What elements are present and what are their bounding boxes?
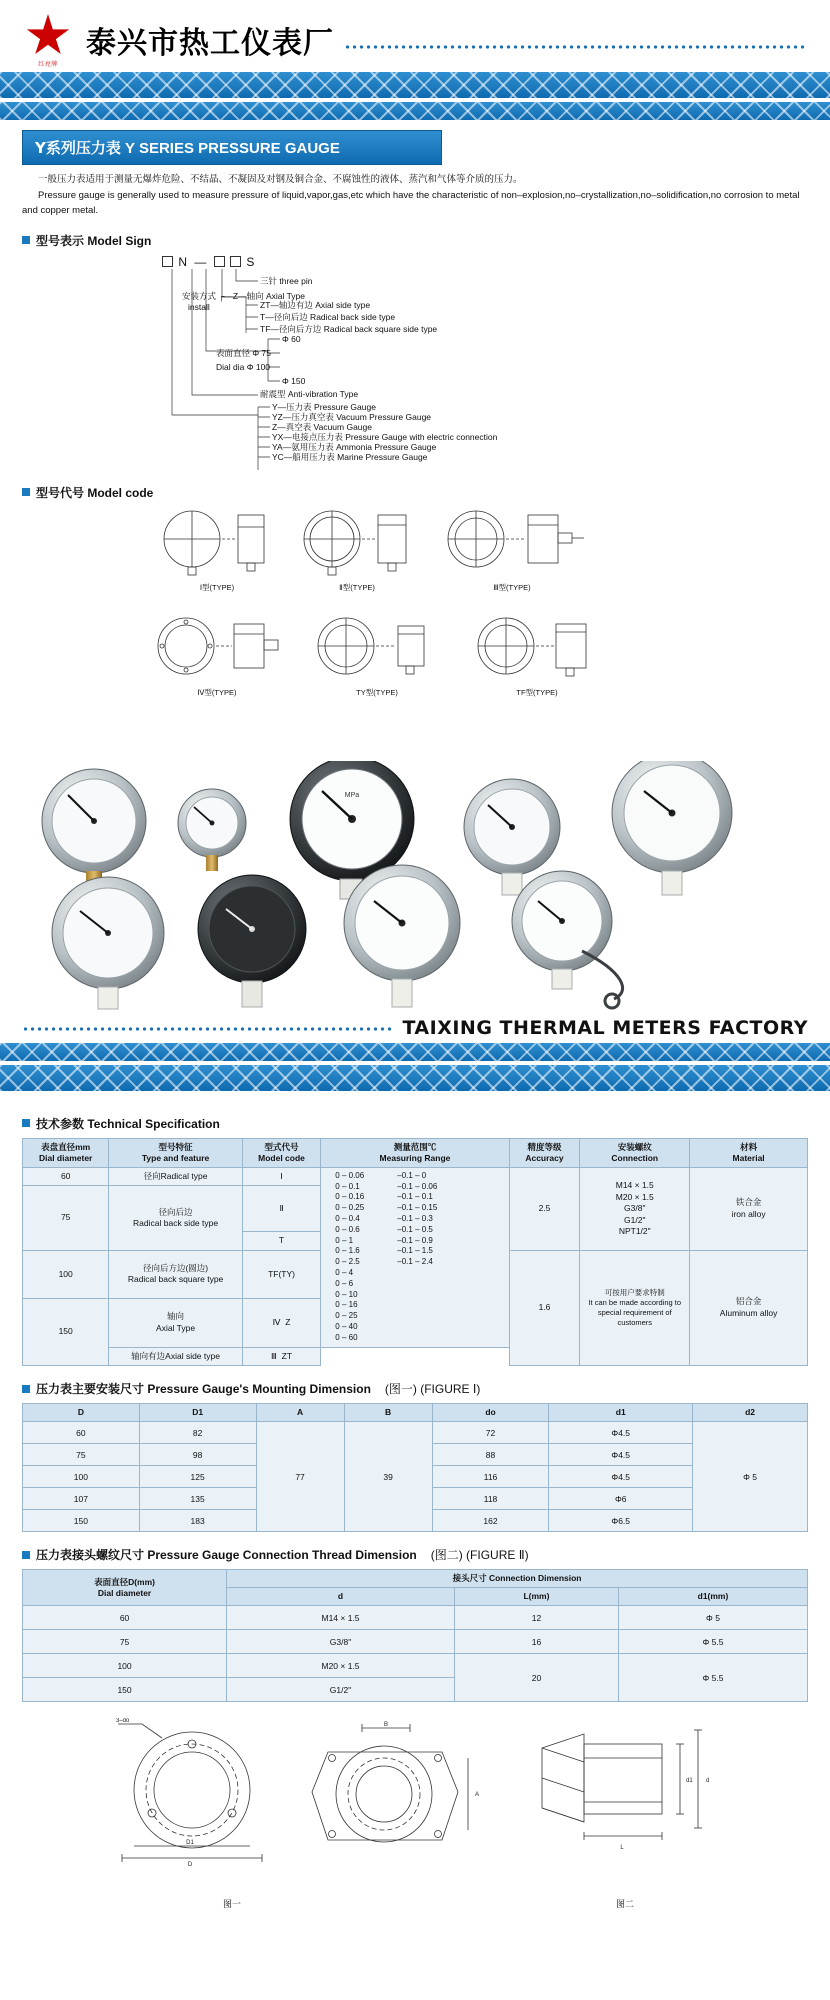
svg-text:MPa: MPa [344, 791, 360, 799]
gauge-photo-5 [612, 761, 732, 895]
cell-D: 75 [23, 1444, 140, 1466]
figure-captions [22, 1893, 808, 1924]
gauge-photo-7 [198, 875, 306, 1007]
cell-D: 150 [23, 1510, 140, 1532]
cell-thread-d1: Φ 5 [618, 1606, 807, 1630]
svg-text:D: D [187, 1862, 193, 1869]
product-photo-group [22, 761, 808, 1011]
section-title-mounting-text: 压力表主要安装尺寸 Pressure Gauge's Mounting Dimension [36, 1382, 371, 1397]
cell-D: 60 [23, 1422, 140, 1444]
cell-do: 88 [432, 1444, 549, 1466]
cell-D: 107 [23, 1488, 140, 1510]
th-d2: d2 [693, 1404, 808, 1422]
table-row [23, 1654, 808, 1678]
spec-content [0, 1091, 830, 1924]
cell-diameter-75: 75 [23, 1186, 109, 1250]
cell-thread-d1: Φ 5.5 [618, 1630, 807, 1654]
model-code-fig-1 [152, 507, 282, 593]
section-title-model-sign [22, 232, 808, 249]
th-B: B [344, 1404, 432, 1422]
model-code-fig-3 [432, 507, 592, 593]
svg-text:B: B [383, 1722, 389, 1729]
technical-specification-table [22, 1138, 808, 1366]
cell-code-2b: T [242, 1232, 321, 1250]
label-dia-75: 表面直径 Φ 75 [216, 347, 271, 358]
cell-thread-d: M20 × 1.5 [227, 1654, 455, 1678]
model-code-caption-6: TF型(TYPE) [516, 687, 558, 697]
model-code-fig-6 [462, 612, 612, 698]
th-type-feature: 型号特征 Type and feature [109, 1138, 242, 1167]
conn-g38: G3/8" [624, 1203, 646, 1214]
conn-g12: G1/2" [624, 1214, 646, 1225]
label-yz: YZ—压力真空表 Vacuum Pressure Gauge [272, 411, 432, 422]
gauge-photo-6 [52, 877, 164, 1009]
table-row [23, 1606, 808, 1630]
code-letter-n: N [178, 254, 190, 269]
th-L: L(mm) [454, 1588, 618, 1606]
section-title-mounting [22, 1380, 808, 1397]
label-dia-60: Φ 60 [282, 333, 301, 344]
cell-D1: 135 [139, 1488, 256, 1510]
cell-thread-d: G3/8" [227, 1630, 455, 1654]
intro-en: Pressure gauge is generally used to measure pressure of liquid,vapor,gas,etc which have the characteristic of non–explosion,no–crystallization,no–solidification,no corrosion to metal and copper metal. [22, 190, 800, 216]
figure-1b [292, 1718, 482, 1873]
th-material: 材料 Material [690, 1138, 808, 1167]
figure-1-caption: 图一 [222, 1900, 241, 1911]
cell-thread-d: G1/2" [227, 1678, 455, 1702]
cell-diameter-60: 60 [23, 1167, 109, 1185]
th-measuring-range: 测量范围℃ Measuring Range [321, 1138, 509, 1167]
dimension-figures [22, 1718, 808, 1893]
product-title-cn: Y系列压力表 [35, 139, 121, 157]
cell-thread-d: M14 × 1.5 [227, 1606, 455, 1630]
table-row [23, 1422, 808, 1444]
label-tf: TF—径向后方边 Radical back square side type [260, 323, 438, 334]
cell-thread-d1: Φ 5.5 [618, 1654, 807, 1702]
label-anti-vibration: 耐震型 Anti-vibration Type [260, 388, 359, 399]
cell-material-iron: 铁合金 iron alloy [690, 1167, 808, 1250]
th-connection-dimension-group: 接头尺寸 Connection Dimension [227, 1570, 808, 1588]
range-list: 0 – 0.06 –0.1 – 0 0 – 0.1 –0.1 – 0.06 0 – 0.16 –0.1 – 0.1 0 – 0.25 –0.1 – 0.15 0 – 0.4 –0.1 – 0.3 0 – 0.6 –0.1 – 0.5 0 – 1 –0.1 – 0.9 0 – 1.6 –0.1 – 1.5 0 – 2.5 –0.1 – 2.4 0 – 4 0 – 6 0 – 10 0 – 16 0 – 25 0 – 40 0 – 60 [335, 1170, 438, 1342]
cell-feature-radical-back-side: 径向后边 Radical back side type [109, 1186, 242, 1250]
english-banner [0, 1011, 830, 1043]
table-header-row [23, 1138, 808, 1167]
label-yc: YC—船用压力表 Marine Pressure Gauge [272, 451, 428, 462]
label-dia-100: Dial dia Φ 100 [216, 361, 271, 372]
cell-dial: 60 [23, 1606, 227, 1630]
model-code-caption-3: Ⅲ型(TYPE) [493, 582, 531, 592]
cell-diameter-100: 100 [23, 1250, 109, 1298]
th-D1: D1 [139, 1404, 256, 1422]
section-title-model-code-text: 型号代号 Model code [36, 485, 154, 500]
header-dot-rule [344, 25, 808, 55]
code-letter-s: S [246, 254, 257, 269]
cell-diameter-150: 150 [23, 1299, 109, 1366]
conn-m14: M14 × 1.5 [615, 1180, 654, 1191]
th-do: do [432, 1404, 549, 1422]
main-content [0, 120, 830, 1011]
mid-decorative-band-2 [0, 1065, 830, 1091]
cell-measuring-range [321, 1167, 509, 1347]
cell-D: 100 [23, 1466, 140, 1488]
cell-connection-note: 可按用户要求特制 It can be made according to special requirement of customers [580, 1250, 690, 1365]
cell-feature-axial-side: 轴向有边Axial side type [109, 1347, 242, 1365]
model-code-fig-4 [142, 612, 292, 698]
cell-d1: Φ4.5 [549, 1444, 693, 1466]
cell-d1: Φ6.5 [549, 1510, 693, 1532]
mounting-figure-ref: (图一) (FIGURE Ⅰ) [384, 1382, 481, 1397]
gauge-photo-2 [178, 789, 246, 871]
cell-do: 72 [432, 1422, 549, 1444]
conn-npt: NPT1/2" [618, 1225, 651, 1236]
bullet-square-icon [22, 236, 30, 244]
th-accuracy: 精度等级 Accuracy [509, 1138, 580, 1167]
company-logo [22, 14, 74, 66]
mounting-dimension-table [22, 1403, 808, 1532]
th-A: A [256, 1404, 344, 1422]
cell-thread-L: 20 [454, 1654, 618, 1702]
cell-dial: 100 [23, 1654, 227, 1678]
cell-D1: 125 [139, 1466, 256, 1488]
bullet-square-icon-4 [22, 1385, 30, 1393]
th-D: D [23, 1404, 140, 1422]
cell-accuracy-16: 1.6 [509, 1250, 580, 1365]
star-icon [26, 14, 70, 58]
th-dial-diameter: 表盘直径mm Dial diameter [23, 1138, 109, 1167]
cell-D1: 82 [139, 1422, 256, 1444]
cell-D1: 98 [139, 1444, 256, 1466]
label-z: Z—真空表 Vacuum Gauge [272, 421, 372, 432]
cell-accuracy-25: 2.5 [509, 1167, 580, 1250]
cell-d1: Φ6 [549, 1488, 693, 1510]
th-d1mm: d1(mm) [618, 1588, 807, 1606]
bullet-square-icon-3 [22, 1119, 30, 1127]
section-title-model-code [22, 484, 808, 501]
bullet-square-icon-5 [22, 1551, 30, 1559]
company-name-en: TAIXING THERMAL METERS FACTORY [402, 1016, 808, 1039]
label-t: T—径向后边 Radical back side type [260, 311, 396, 322]
model-code-fig-5 [302, 612, 452, 698]
cell-d2: Φ 5 [693, 1422, 808, 1532]
conn-m20: M20 × 1.5 [615, 1191, 654, 1202]
th-dial-diameter-thread: 表面直径D(mm) Dial diameter [23, 1570, 227, 1606]
gauge-photos-svg [22, 761, 808, 1011]
section-title-thread [22, 1546, 808, 1563]
cell-D1: 183 [139, 1510, 256, 1532]
cell-code-5: Ⅲ ZT [242, 1347, 321, 1365]
table-header-row [23, 1404, 808, 1422]
cell-feature-axial: 轴向 Axial Type [109, 1299, 242, 1347]
th-model-code: 型式代号 Model code [242, 1138, 321, 1167]
code-dash: — [194, 254, 209, 269]
model-code-drawings [22, 507, 808, 757]
gauge-photo-8 [344, 865, 460, 1007]
intro-cn: 一般压力表适用于测量无爆炸危险、不结晶、不凝固及对钢及铜合金、不腐蚀性的液体、蒸汽和气体等介质的压力。 [38, 174, 523, 185]
product-title-en: Y SERIES PRESSURE GAUGE [125, 140, 340, 157]
logo-subtext: 红亮牌 [38, 62, 58, 68]
cell-dial: 75 [23, 1630, 227, 1654]
company-name-cn: 泰兴市热工仪表厂 [86, 26, 334, 61]
svg-text:d1: d1 [686, 1778, 693, 1785]
thread-figure-ref: (图二) (FIGURE Ⅱ) [430, 1548, 529, 1563]
figure-2-caption: 图二 [615, 1900, 634, 1911]
cell-feature-radical-back-square: 径向后方边(圆边) Radical back square type [109, 1250, 242, 1298]
cell-dial: 150 [23, 1678, 227, 1702]
cell-do: 118 [432, 1488, 549, 1510]
cell-code-tf: TF(TY) [242, 1250, 321, 1298]
label-yx: YX—电接点压力表 Pressure Gauge with electric connection [272, 431, 498, 442]
intro-text [22, 173, 808, 218]
cell-feature-radical: 径向Radical type [109, 1167, 242, 1185]
mid-decorative-band [0, 1043, 830, 1061]
model-code-caption-2: Ⅱ型(TYPE) [339, 582, 375, 592]
label-install-cn: 安装方式 ┌—Z—轴向 Axial Type [182, 290, 305, 301]
page-header [0, 0, 830, 72]
cell-do: 116 [432, 1466, 549, 1488]
cell-d1: Φ4.5 [549, 1466, 693, 1488]
model-code-caption-5: TY型(TYPE) [356, 687, 398, 697]
model-code-fig-2 [292, 507, 422, 593]
th-connection: 安装螺纹 Connection [580, 1138, 690, 1167]
bullet-square-icon-2 [22, 488, 30, 496]
table-header-row [23, 1570, 808, 1588]
gauge-photo-9 [512, 871, 623, 1008]
label-y: Y—压力表 Pressure Gauge [272, 401, 376, 412]
cell-A: 77 [256, 1422, 344, 1532]
th-d1: d1 [549, 1404, 693, 1422]
cell-B: 39 [344, 1422, 432, 1532]
cell-code-4: Ⅳ Z [242, 1299, 321, 1347]
banner-dot-rule [22, 1023, 392, 1033]
model-code-caption-1: Ⅰ型(TYPE) [199, 582, 235, 592]
cell-d1: Φ4.5 [549, 1422, 693, 1444]
svg-text:d: d [706, 1778, 710, 1785]
section-title-thread-text: 压力表接头螺纹尺寸 Pressure Gauge Connection Thread Dimension [36, 1548, 417, 1563]
top-decorative-band-2 [0, 102, 830, 120]
svg-text:L: L [620, 1845, 624, 1852]
section-title-tech-spec-text: 技术参数 Technical Specification [36, 1116, 220, 1131]
table-row [23, 1167, 808, 1185]
th-d: d [227, 1588, 455, 1606]
svg-text:A: A [475, 1792, 480, 1799]
thread-dimension-table [22, 1569, 808, 1702]
top-decorative-band [0, 72, 830, 98]
figure-1 [102, 1718, 282, 1873]
cell-thread-L: 12 [454, 1606, 618, 1630]
figure-2 [522, 1718, 742, 1863]
section-title-model-sign-text: 型号表示 Model Sign [36, 233, 152, 248]
svg-text:D1: D1 [186, 1840, 194, 1847]
label-three-pin: 三针 three pin [260, 275, 313, 286]
label-dia-150: Φ 150 [282, 375, 306, 386]
cell-material-aluminum: 铝合金 Aluminum alloy [690, 1250, 808, 1365]
label-ya: YA—氨用压力表 Ammonia Pressure Gauge [272, 441, 437, 452]
table-row [23, 1630, 808, 1654]
model-code-caption-4: Ⅳ型(TYPE) [197, 687, 237, 697]
cell-thread-L: 16 [454, 1630, 618, 1654]
cell-code-2: Ⅱ [242, 1186, 321, 1232]
fig1-label-3do: 3–do [116, 1718, 130, 1725]
label-zt: ZT—轴边有边 Axial side type [260, 299, 371, 310]
cell-code-1: Ⅰ [242, 1167, 321, 1185]
cell-do: 162 [432, 1510, 549, 1532]
cell-connection-list [580, 1167, 690, 1250]
model-sign-diagram [162, 255, 808, 470]
product-title [22, 130, 442, 165]
label-install-en: install [188, 301, 210, 312]
gauge-photo-1 [42, 769, 146, 893]
section-title-tech-spec [22, 1115, 808, 1132]
